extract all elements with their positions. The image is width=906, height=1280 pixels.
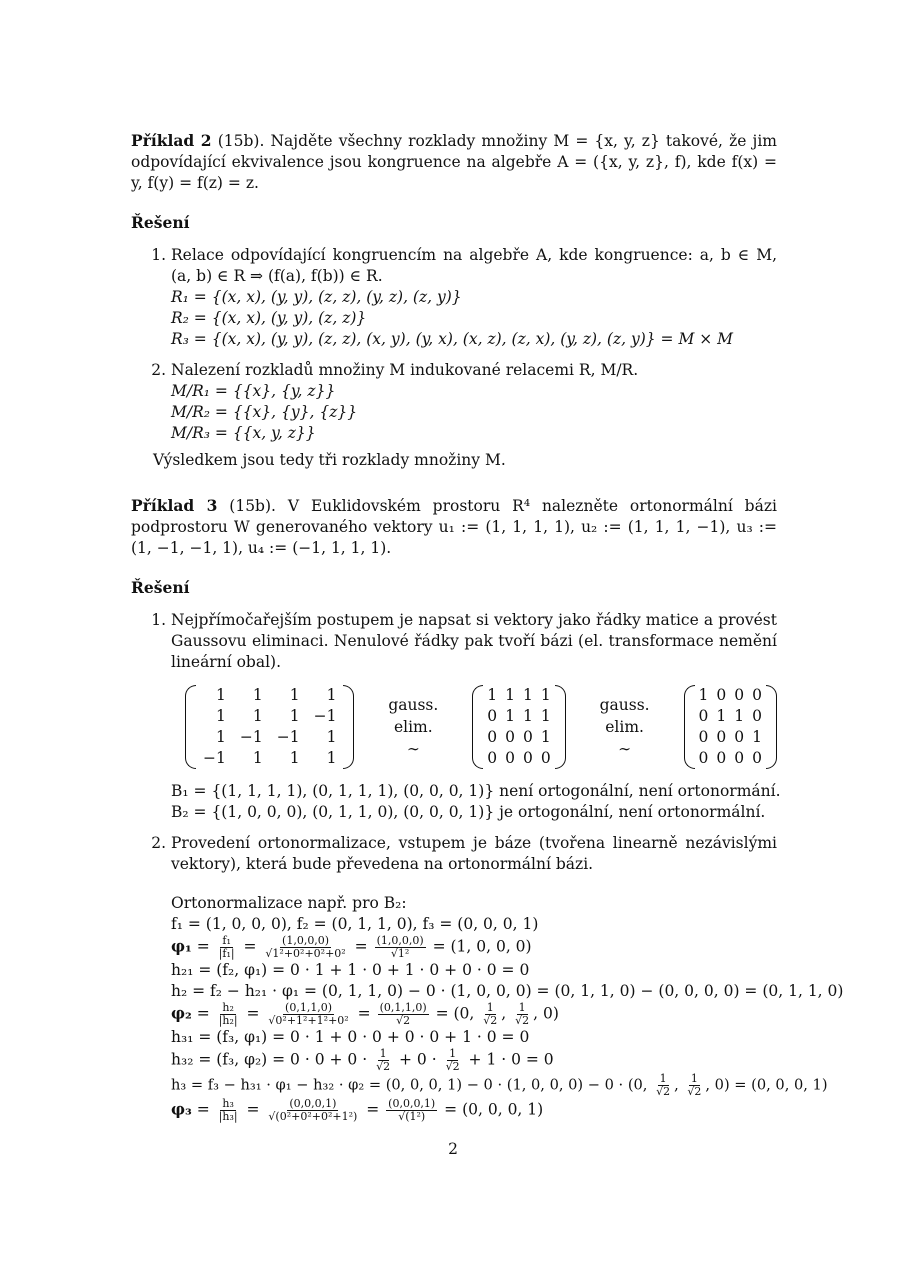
matrix-cell: 1 bbox=[326, 728, 337, 746]
matrix-cell: 1 bbox=[289, 749, 300, 767]
matrix-row bbox=[483, 748, 555, 769]
matrix-row bbox=[483, 685, 555, 706]
fraction: $\frac{\text{f₁}}{\text{|f₁|}}$ bbox=[218, 934, 235, 960]
ex2-text: Najděte všechny rozklady množiny M = {x, y, z} takové, že jim odpovídající ekvivalence jsou kongruence na algebře A = ({x, y, z}, f), kde f(x) = y, f(y) = f(z) = z. bbox=[131, 132, 777, 192]
matrix-cell: 1 bbox=[734, 707, 745, 725]
fraction: $\frac{(1,0,0,0)}{\text{√1²}}$ bbox=[376, 934, 424, 960]
fraction: $\frac{(0,1,1,0)}{√2}$ bbox=[379, 1001, 427, 1027]
phi2-result-end: , 0) bbox=[533, 1004, 559, 1023]
matrix-cell: 1 bbox=[540, 707, 551, 725]
ex3-solution-list bbox=[131, 610, 844, 1123]
matrix-cell: 1 bbox=[252, 707, 263, 725]
relation-r2: R₂ = {(x, x), (y, y), (z, z)} bbox=[171, 309, 367, 327]
matrix-row bbox=[196, 685, 343, 706]
matrix-cell: 1 bbox=[540, 728, 551, 746]
matrix-cell: 1 bbox=[698, 686, 709, 704]
list-item bbox=[171, 610, 781, 823]
item-intro: 2. Nalezení rozkladů množiny M indukované relacemi R, M/R. bbox=[171, 361, 639, 379]
h3-line: h₃ = f₃ − h₃₁ · φ₁ − h₃₂ · φ₂ = (0, 0, 0, 1) − 0 · (1, 0, 0, 0) − 0 · (0, $\frac{1}{√2}$ , $\frac{1}{√2}$ , 0) = (0, 0, 0, 1) bbox=[171, 1072, 828, 1098]
matrix-cell: 1 bbox=[487, 686, 498, 704]
phi1-result: = (1, 0, 0, 0) bbox=[432, 937, 532, 956]
fraction: $\frac{(0,0,0,1)}{\text{√(0²+0²+0²+1²)}}$ bbox=[268, 1097, 358, 1123]
item-intro: 1. Nejpřímočařejším postupem je napsat si vektory jako řádky matice a provést Gaussovu eliminaci. Nenulové řádky pak tvoří bázi (el. transformace nemění lineární obal). bbox=[171, 611, 777, 671]
ex2-solution-list bbox=[131, 245, 777, 444]
matrix-cell: 1 bbox=[522, 686, 533, 704]
ort-intro: Ortonormalizace např. pro B₂: bbox=[171, 894, 407, 912]
matrix-cell: 1 bbox=[326, 686, 337, 704]
h3-part: h₃ = f₃ − h₃₁ · φ₁ − h₃₂ · φ₂ = (0, 0, 0, 1) − 0 · (1, 0, 0, 0) − 0 · (0, bbox=[171, 1076, 648, 1094]
matrix-cell: 0 bbox=[487, 707, 498, 725]
matrix-cell: 1 bbox=[252, 749, 263, 767]
matrix-cell: 0 bbox=[752, 749, 762, 767]
fraction: $\frac{(1,0,0,0)}{\text{√1²+0²+0²+0²}}$ bbox=[265, 934, 346, 960]
ex2-solution-heading: Řešení bbox=[131, 213, 190, 232]
h32-line bbox=[171, 1048, 777, 1073]
matrix-row bbox=[196, 706, 343, 727]
phi2-symbol: φ₂ bbox=[171, 1003, 192, 1023]
list-item bbox=[171, 360, 777, 444]
matrix-cell: 0 bbox=[752, 707, 762, 725]
fraction: $\frac{1}{√2}$ bbox=[515, 1001, 530, 1027]
fraction: $\frac{1}{√2}$ bbox=[687, 1072, 702, 1098]
phi2-line: φ₂ = $\frac{\text{h₂}}{\text{|h₂|}}$ = $\frac{(0,1,1,0)}{\text{√0²+1²+1²+0²}}$ = $\frac{(0,1,1,0)}{√2}$ = (0, $\frac{1}{√2}$ , $\frac{1}{√2}$ , 0) bbox=[171, 1001, 559, 1027]
fraction: $\frac{\text{h₂}}{\text{|h₂|}}$ bbox=[218, 1001, 238, 1027]
phi1-symbol: φ₁ bbox=[171, 936, 192, 956]
ex3-heading: Příklad 3 bbox=[131, 496, 218, 515]
matrix-cell: 0 bbox=[734, 749, 745, 767]
matrix-cell: 1 bbox=[289, 707, 300, 725]
matrix-cell: 0 bbox=[698, 749, 709, 767]
matrix-cell: 0 bbox=[698, 707, 709, 725]
relation-r1: R₁ = {(x, x), (y, y), (z, z), (y, z), (z, y)} bbox=[171, 288, 462, 306]
matrix-a bbox=[185, 685, 354, 769]
f-vectors: f₁ = (1, 0, 0, 0), f₂ = (0, 1, 1, 0), f₃ = (0, 0, 0, 1) bbox=[171, 915, 539, 933]
matrix-cell: −1 bbox=[203, 749, 226, 767]
matrix-cell: 0 bbox=[540, 749, 551, 767]
op-symbol: ∼ bbox=[406, 740, 420, 758]
matrix-cell: −1 bbox=[276, 728, 300, 746]
matrix-row bbox=[483, 727, 555, 748]
relation-r3: R₃ = {(x, x), (y, y), (z, z), (x, y), (y, x), (x, z), (z, x), (y, z), (z, y)} = M × M bbox=[171, 330, 734, 348]
ex2-points: (15b). bbox=[217, 132, 265, 150]
matrix-cell: 1 bbox=[215, 686, 226, 704]
phi3-result: = (0, 0, 0, 1) bbox=[444, 1100, 544, 1119]
matrix-cell: −1 bbox=[313, 707, 337, 725]
matrix-cell: 0 bbox=[487, 728, 498, 746]
list-item bbox=[171, 833, 844, 1123]
basis-b1: B₁ = {(1, 1, 1, 1), (0, 1, 1, 1), (0, 0, 0, 1)} není ortogonální, není ortonormání. bbox=[171, 782, 781, 800]
partition-1: M/R₁ = {{x}, {y, z}} bbox=[171, 382, 336, 400]
matrix-cell: 1 bbox=[540, 686, 551, 704]
matrix-cell: 1 bbox=[716, 707, 727, 725]
fraction: $\frac{1}{√2}$ bbox=[376, 1047, 391, 1073]
h21-line: h₂₁ = (f₂, φ₁) = 0 · 1 + 1 · 0 + 1 · 0 + 0 · 0 = 0 bbox=[171, 961, 530, 979]
matrix-row bbox=[196, 727, 343, 748]
matrix-c bbox=[684, 685, 778, 769]
fraction: $\frac{(0,0,0,1)}{\text{√(1²)}}$ bbox=[388, 1097, 436, 1123]
ex3-points: (15b). bbox=[229, 497, 276, 515]
matrix-cell: 1 bbox=[505, 707, 515, 725]
matrix-row bbox=[695, 685, 767, 706]
matrix-cell: 1 bbox=[289, 686, 300, 704]
h2-line: h₂ = f₂ − h₂₁ · φ₁ = (0, 1, 1, 0) − 0 · (1, 0, 0, 0) = (0, 1, 1, 0) − (0, 0, 0, 0) = (0, 1, 1, 0) bbox=[171, 982, 844, 1000]
matrix-cell: −1 bbox=[239, 728, 263, 746]
matrix-cell: 0 bbox=[734, 686, 745, 704]
matrix-cell: 0 bbox=[734, 728, 745, 746]
matrix-cell: 0 bbox=[487, 749, 498, 767]
basis-b2: B₂ = {(1, 0, 0, 0), (0, 1, 1, 0), (0, 0, 0, 1)} je ortogonální, není ortonormální. bbox=[171, 803, 766, 821]
fraction: $\frac{\text{h₃}}{\text{|h₃|}}$ bbox=[218, 1097, 238, 1123]
matrix-row bbox=[483, 706, 555, 727]
gauss-op-1 bbox=[360, 694, 466, 760]
matrix-cell: 0 bbox=[505, 728, 515, 746]
item-intro: 2. Provedení ortonormalizace, vstupem je báze (tvořena linearně nezávislými vektory), která bude převedena na ortonormální bázi. bbox=[171, 834, 777, 873]
matrix-cell: 1 bbox=[215, 707, 226, 725]
ex3-statement bbox=[131, 495, 777, 559]
fraction: $\frac{(0,1,1,0)}{\text{√0²+1²+1²+0²}}$ bbox=[268, 1001, 349, 1027]
ex2-heading: Příklad 2 bbox=[131, 131, 212, 150]
fraction: $\frac{1}{√2}$ bbox=[483, 1001, 498, 1027]
matrix-cell: 1 bbox=[252, 686, 263, 704]
ex2-conclusion: Výsledkem jsou tedy tři rozklady množiny M. bbox=[153, 451, 506, 469]
h32-part: + 1 · 0 = 0 bbox=[468, 1050, 554, 1069]
page-content bbox=[131, 130, 844, 1133]
matrix-cell: 0 bbox=[522, 749, 533, 767]
matrix-cell: 0 bbox=[716, 728, 727, 746]
fraction: $\frac{1}{√2}$ bbox=[445, 1047, 460, 1073]
phi1-line: φ₁ = $\frac{\text{f₁}}{\text{|f₁|}}$ = $\frac{(1,0,0,0)}{\text{√1²+0²+0²+0²}}$ = $\frac{(1,0,0,0)}{\text{√1²}}$ = (1, 0, 0, 0) bbox=[171, 934, 532, 960]
item-intro: 1. Relace odpovídající kongruencím na algebře A, kde kongruence: a, b ∈ M, (a, b) ∈ R ⇒ (f(a), f(b)) ∈ R. bbox=[171, 246, 777, 285]
matrix-cell: 0 bbox=[752, 686, 762, 704]
matrix-row bbox=[196, 748, 343, 769]
page-number: 2 bbox=[448, 1140, 458, 1158]
matrix-row bbox=[695, 706, 767, 727]
fraction: $\frac{1}{√2}$ bbox=[656, 1072, 671, 1098]
matrix-cell: 0 bbox=[505, 749, 515, 767]
phi3-line: φ₃ = $\frac{\text{h₃}}{\text{|h₃|}}$ = $\frac{(0,0,0,1)}{\text{√(0²+0²+0²+1²)}}$ = $\frac{(0,0,0,1)}{\text{√(1²)}}$ = (0, 0, 0, 1) bbox=[171, 1097, 544, 1123]
ex2-statement bbox=[131, 130, 777, 194]
list-item bbox=[171, 245, 777, 350]
matrix-cell: 1 bbox=[752, 728, 762, 746]
phi2-result: = (0, bbox=[435, 1004, 475, 1023]
op-label: gauss. elim. bbox=[599, 696, 650, 736]
matrix-cell: 1 bbox=[215, 728, 226, 746]
ex3-text: V Euklidovském prostoru R⁴ nalezněte ortonormální bázi podprostoru W generovaného vektory u₁ := (1, 1, 1, 1), u₂ := (1, 1, 1, −1), u₃ := (1, −1, −1, 1), u₄ := (−1, 1, 1, 1). bbox=[131, 497, 777, 557]
matrix-cell: 0 bbox=[698, 728, 709, 746]
h31-line: h₃₁ = (f₃, φ₁) = 0 · 1 + 0 · 0 + 0 · 0 + 1 · 0 = 0 bbox=[171, 1028, 530, 1046]
ex3-solution-heading: Řešení bbox=[131, 578, 190, 597]
matrix-cell: 0 bbox=[716, 686, 727, 704]
matrix-cell: 0 bbox=[522, 728, 533, 746]
op-symbol: ∼ bbox=[618, 740, 632, 758]
matrix-cell: 0 bbox=[716, 749, 727, 767]
gauss-op-2 bbox=[572, 694, 678, 760]
matrix-cell: 1 bbox=[326, 749, 337, 767]
matrix-b bbox=[472, 685, 566, 769]
gauss-elimination bbox=[185, 685, 777, 769]
matrix-cell: 1 bbox=[505, 686, 515, 704]
partition-3: M/R₃ = {{x, y, z}} bbox=[171, 424, 316, 442]
h32-part: h₃₂ = (f₃, φ₂) = 0 · 0 + 0 · bbox=[171, 1050, 368, 1069]
op-label: gauss. elim. bbox=[388, 696, 439, 736]
partition-2: M/R₂ = {{x}, {y}, {z}} bbox=[171, 403, 358, 421]
h3-part: , 0) = (0, 0, 0, 1) bbox=[705, 1076, 828, 1094]
h32-part: + 0 · bbox=[399, 1050, 437, 1069]
matrix-row bbox=[695, 727, 767, 748]
matrix-cell: 1 bbox=[522, 707, 533, 725]
phi3-symbol: φ₃ bbox=[171, 1099, 192, 1119]
matrix-row bbox=[695, 748, 767, 769]
